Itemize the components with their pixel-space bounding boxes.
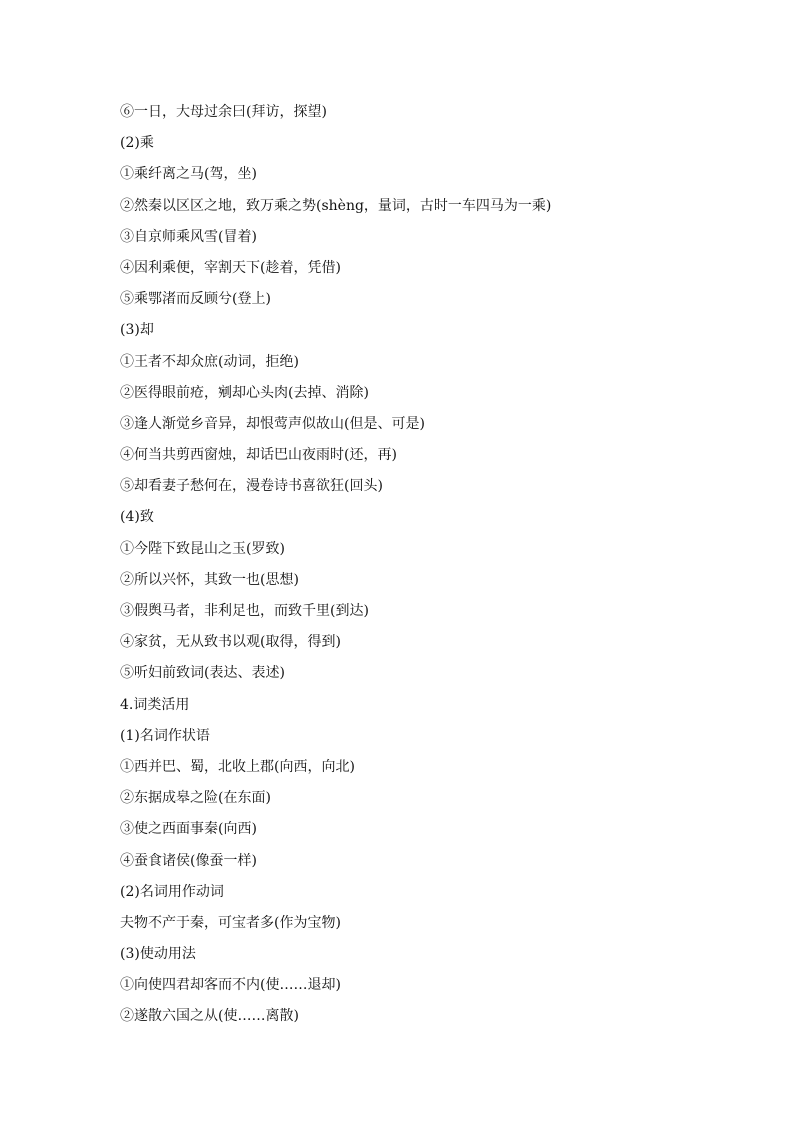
text-line: ②医得眼前疮，剜却心头肉(去掉、消除): [120, 384, 369, 401]
text-line: ①王者不却众庶(动词，拒绝): [120, 353, 299, 370]
text-line: ③自京师乘风雪(冒着): [120, 228, 257, 245]
text-line: ①向使四君却客而不内(使……退却): [120, 977, 341, 994]
text-line: ①西并巴、蜀，北收上郡(向西，向北): [120, 758, 355, 775]
section-heading: (4)致: [120, 509, 154, 526]
text-line: ⑤却看妻子愁何在，漫卷诗书喜欲狂(回头): [120, 478, 383, 495]
section-heading: (1)名词作状语: [120, 727, 210, 744]
section-heading: (2)乘: [120, 135, 154, 152]
text-line: ④蚕食诸侯(像蚕一样): [120, 852, 257, 869]
text-line: ②然秦以区区之地，致万乘之势(shèng，量词，古时一车四马为一乘): [120, 197, 552, 214]
text-line: ⑤听妇前致词(表达、表述): [120, 665, 285, 682]
section-heading: (2)名词用作动词: [120, 883, 224, 900]
text-line: ③假舆马者，非利足也，而致千里(到达): [120, 603, 369, 619]
text-line: ⑥一日，大母过余曰(拜访，探望): [120, 104, 327, 120]
text-line: ②所以兴怀，其致一也(思想): [120, 571, 299, 588]
text-line: ③使之西面事秦(向西): [120, 821, 257, 838]
section-heading: (3)却: [120, 322, 154, 339]
text-line: ④家贫，无从致书以观(取得，得到): [120, 634, 341, 651]
text-line: ②遂散六国之从(使……离散): [120, 1008, 299, 1025]
text-line: ②东据成皋之险(在东面): [120, 790, 271, 807]
section-title: 4.词类活用: [120, 696, 190, 713]
text-line: ③逢人渐觉乡音异，却恨莺声似故山(但是、可是): [120, 415, 425, 432]
section-heading: (3)使动用法: [120, 946, 196, 963]
document-body: [120, 101, 720, 1037]
text-line: ⑤乘鄂渚而反顾兮(登上): [120, 291, 271, 308]
text-line: ①乘纤离之马(驾，坐): [120, 166, 257, 183]
text-line: ①今陛下致昆山之玉(罗致): [120, 540, 285, 557]
text-line: 夫物不产于秦，可宝者多(作为宝物): [120, 914, 341, 931]
text-line: ④何当共剪西窗烛，却话巴山夜雨时(还，再): [120, 447, 397, 464]
text-line: ④因利乘便，宰割天下(趁着，凭借): [120, 259, 341, 276]
